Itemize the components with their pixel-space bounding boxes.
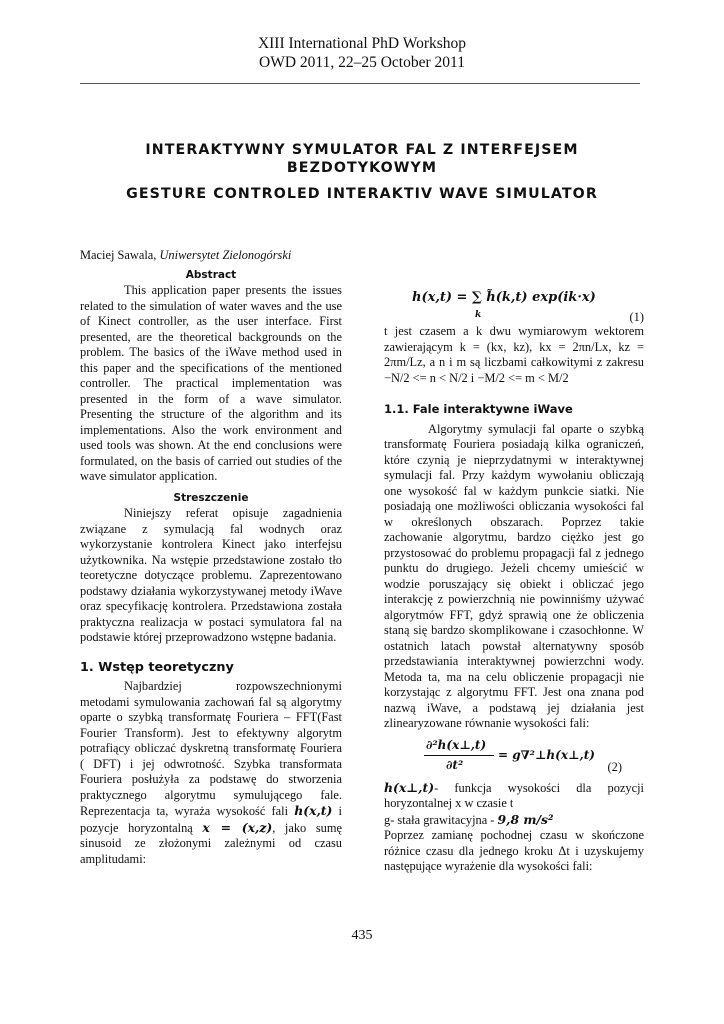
equation-1-subscript: k [475, 310, 482, 320]
gravity-text: g- stała grawitacyjna - [384, 812, 498, 827]
title-pl-line1: INTERAKTYWNY SYMULATOR FAL Z INTERFEJSEM [145, 142, 579, 158]
streszczenie-heading: Streszczenie [173, 491, 249, 504]
math-h-xt: h(x,t) [294, 803, 333, 818]
height-function-definition [384, 780, 644, 812]
title-pl-line2: BEZDOTYKOWYM [286, 160, 438, 176]
math-h-xperp: h(x⊥,t) [384, 779, 435, 795]
author-name: Maciej Sawala, [80, 248, 160, 262]
equation-2-numerator: ∂²h(x⊥,t) [426, 737, 487, 752]
section-1-text-c: , jako sumę sinusoid ze złożonymi zależnymi od czasu amplitudami: [80, 820, 342, 866]
equation-2-rhs: = g∇²⊥h(x⊥,t) [498, 747, 595, 762]
workshop-name: XIII International PhD Workshop [257, 35, 467, 52]
abstract-text: This application paper presents the issues related to the simulation of water waves and the use of Kinect controller, as the user interface. First presented, are the theoretical backgrounds on the problem. The basics of the iWave method used in this paper and the specifications of the mentioned controller. The practical implementation was presented in the form of a wave simulator. Presenting the structure of the algorithm and its implementations. Also the work environment and used tools was shown. At the end conclusions were formulated, on the basis of carried out studies of the wave simulator application. [80, 283, 342, 483]
gravity-definition [384, 812, 644, 829]
abstract-heading: Abstract [185, 268, 237, 281]
time-derivative-text: Poprzez zamianę pochodnej czasu w skończone różnice czasu dla jednego kroku Δt i uzyskujemy następujące wyrażenie dla wysokości fali: [384, 828, 644, 873]
author-affiliation: Uniwersytet Zielonogórski [159, 248, 292, 262]
left-column [80, 248, 342, 867]
equation-2-denominator: ∂t² [446, 757, 464, 772]
equation-1-number: (1) [629, 310, 644, 324]
title-en: GESTURE CONTROLED INTERAKTIV WAVE SIMULATOR [126, 186, 598, 202]
math-x-vector: x = (x,z) [202, 819, 273, 835]
page-number: 435 [351, 928, 373, 943]
equation-1-description: t jest czasem a k dwu wymiarowym wektorem zawierającym k = (kx, kz), kx = 2πn/Lx, kz = 2πm/Lz, a n i m są liczbami całkowitymi z zakresu −N/2 <= n < N/2 i −M/2 <= m < M/2 [384, 324, 644, 385]
section-1-1-heading: 1.1. Fale interaktywne iWave [384, 402, 573, 416]
equation-2 [384, 736, 644, 780]
workshop-date: OWD 2011, 22–25 October 2011 [259, 54, 465, 71]
equation-2-number: (2) [607, 759, 622, 774]
section-1-text-a: Najbardziej rozpowszechnionymi metodami symulowania zachowań fal są algorytmy oparte o szybką transformatę Fouriera – FFT(Fast Fourier Transform). Jest to efektywny algorytm potrafiący obliczać dyskretną transformatę Fouriera ( DFT) i jej odwrotność. Szybka transformata Fouriera posłużyła za podstawę do stworzenia praktycznego algorytmu symulującego fale. Reprezentacja ta, wyraża wysokość fali [80, 679, 342, 818]
equation-1-formula: h(x,t) = ∑ h̃(k,t) exp(ik·x) [412, 290, 596, 305]
math-gravity-value: 9,8 m/s² [497, 811, 554, 827]
author-line [80, 248, 342, 264]
right-column [384, 282, 644, 875]
header-rule [80, 83, 640, 84]
section-1-1-text: Algorytmy symulacji fal oparte o szybką transformatę Fouriera posiadają kilka ograniczeń, które czynią je nieprzydatnymi w interaktywnej symulacji fal. Przy każdym wywołaniu obliczają one wysokość fal w każdym punkcie siatki. Nie posiadają one możliwości obliczania wysokości fal w określonych obszarach. Poprzez takie zachowanie algorytmu, bardzo ciężko jest go przystosować do problemu propagacji fal z jednego punktu do drugiego. Jeżeli chcemy umieścić w wodzie poruszający się obiekt i obliczać jego interakcję z powierzchnią nie powinniśmy używać algorytmów FFT, gdyż sprawią one że obliczenia staną się bardzo skomplikowane i czasochłonne. W ostatnich latach powstał alternatywny sposób przedstawiania interaktywnej powierzchni wody. Metoda ta, ma na celu obliczenie propagacji nie korzystając z algorytmu FFT. Jest ona znana pod nazwą iWave, a podstawą jej działania jest zlinearyzowane równanie wysokości fali: [384, 421, 644, 730]
section-1-text-b: i pozycje horyzontalną [80, 804, 342, 835]
section-1-text [80, 679, 342, 867]
equation-1 [384, 282, 644, 324]
streszczenie-text: Niniejszy referat opisuje zagadnienia związane z symulacją fal wodnych oraz wykorzystanie kontrolera Kinect jako interfejsu użytkownika. Na wstępie przedstawione zostało tło teoretyczne dotyczące problemu. Zaprezentowano podstawy działania wykorzystywanej metody iWave oraz specyfikację kontrolera. Przedstawiona została praktyczna realizacja w postaci symulatora fal na podstawie której przeprowadzono wstępne badania. [80, 506, 342, 644]
equation-2-fraction-bar [424, 755, 494, 756]
section-1-heading: 1. Wstęp teoretyczny [80, 659, 234, 675]
height-function-text: - funkcja wysokości dla pozycji horyzontalnej x w czasie t [384, 780, 644, 810]
